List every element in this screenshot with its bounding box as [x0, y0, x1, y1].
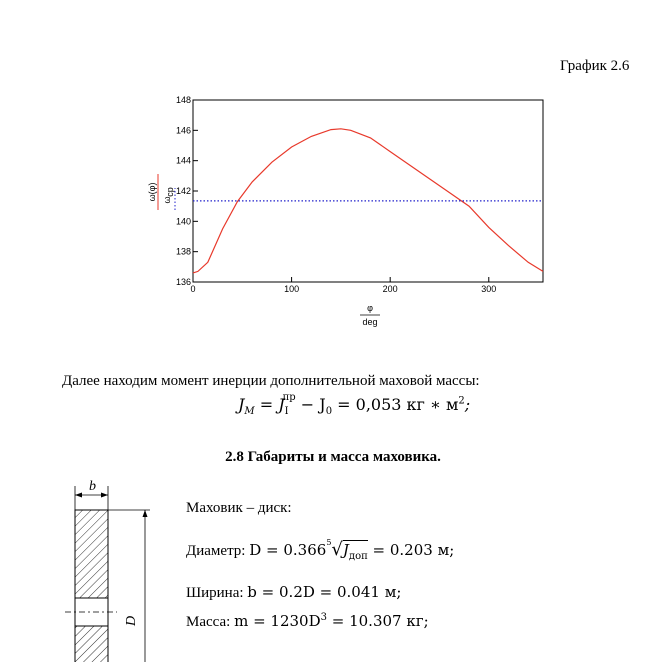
- y-tick-label-138: 138: [175, 246, 191, 257]
- jm-end: ;: [464, 395, 471, 414]
- section-heading: 2.8 Габариты и масса маховика.: [225, 449, 441, 465]
- y-label-ref: ω: [162, 196, 172, 204]
- width-line: [186, 583, 401, 602]
- root-index: 5: [326, 538, 332, 547]
- jm-symbol: J: [238, 395, 245, 414]
- mass-exp: 3: [320, 612, 327, 623]
- y-label-ref-sub: cp: [165, 187, 175, 197]
- y-tick-label-146: 146: [175, 125, 191, 136]
- flywheel-type: Маховик – диск:: [186, 500, 292, 516]
- x-label-den: deg: [362, 317, 378, 327]
- x-tick-label-300: 300: [481, 284, 497, 294]
- mass-expr-pre: m = 1230D: [234, 612, 321, 630]
- mass-label: Масса:: [186, 614, 235, 630]
- diameter-line: [186, 539, 454, 562]
- mass-expr: [234, 612, 429, 630]
- d-label: D: [124, 615, 139, 626]
- mass-result: = 10.307 кг;: [326, 612, 429, 630]
- j0-sub: 0: [325, 406, 333, 418]
- x-tick-label-200: 200: [382, 284, 398, 294]
- width-label: Ширина:: [186, 585, 248, 601]
- x-tick-label-0: 0: [190, 284, 196, 294]
- ji-sup: пр: [282, 391, 296, 403]
- disc-lower-section: [75, 626, 108, 662]
- moment-equation: [238, 391, 471, 418]
- disc-upper-section: [75, 510, 108, 598]
- y-label-series: ω(φ): [147, 182, 157, 202]
- x-label-num: φ: [367, 303, 373, 313]
- y-tick-label-136: 136: [175, 277, 191, 287]
- root-sign-icon: √: [331, 539, 343, 560]
- y-tick-label-148: 148: [175, 95, 191, 105]
- jm-eq1: = J: [254, 395, 285, 414]
- width-expr: b = 0.2D = 0.041 м;: [247, 583, 402, 601]
- y-tick-label-144: 144: [175, 155, 191, 166]
- b-arrow-left-icon: [75, 493, 82, 498]
- graph-caption: График 2.6: [560, 58, 630, 74]
- root-arg: [342, 540, 368, 562]
- fifth-root: [326, 539, 367, 562]
- b-label: b: [89, 479, 96, 494]
- diameter-result: = 0.203 м;: [367, 541, 455, 559]
- jm-sub: M: [244, 406, 255, 418]
- y-tick-label-140: 140: [175, 216, 191, 227]
- ji-sub: I: [284, 406, 289, 418]
- root-arg-sub: доп: [348, 551, 368, 562]
- flywheel-drawing: [55, 478, 165, 662]
- x-tick-label-100: 100: [284, 284, 300, 294]
- diameter-expr: [249, 538, 455, 562]
- jm-rhs-sup: 2: [458, 395, 465, 407]
- jm-eq2: − J: [295, 395, 326, 414]
- diameter-label: Диаметр:: [186, 543, 250, 559]
- jm-rhs: = 0,053 кг ∗ м: [332, 395, 459, 414]
- mass-line: [186, 612, 429, 631]
- b-arrow-right-icon: [101, 493, 108, 498]
- y-tick-label-142: 142: [175, 186, 191, 196]
- d-arrow-top-icon: [143, 510, 148, 517]
- root-arg-symbol: J: [342, 541, 349, 559]
- omega-chart: [140, 92, 560, 342]
- diameter-expr-pre: D = 0.366: [249, 541, 327, 559]
- intro-text: Далее находим момент инерции дополнительной маховой массы:: [62, 373, 480, 389]
